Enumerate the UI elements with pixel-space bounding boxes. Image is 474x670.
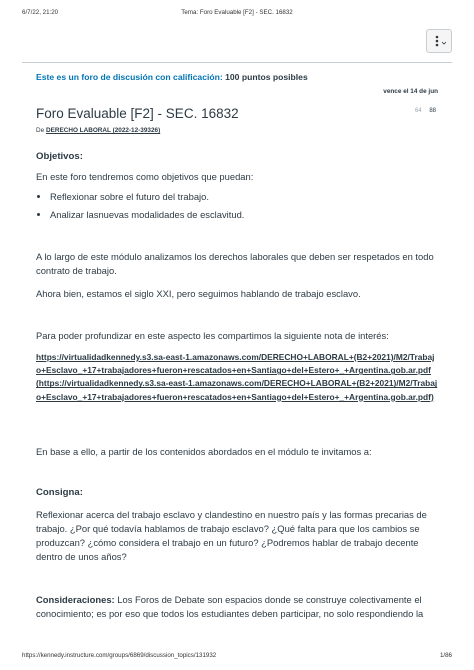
print-header: [22, 9, 452, 19]
objetivos-list: [36, 190, 438, 222]
reply-counts: [415, 108, 436, 114]
consigna-text: Reflexionar acerca del trabajo esclavo y clandestino en nuestro país y las formas precarias de trabajo. ¿Por qué todavía hablamos de trabajo esclavo? ¿Qué falta para que los cambios se produzcan? ¿cómo considera el trabajo en un futuro? ¿Podremos hablar de trabajo decente dentro de unos años?: [36, 509, 427, 562]
header-divider: [22, 62, 452, 63]
print-doc-title: Tema: Foro Evaluable [F2] - SEC. 16832: [181, 9, 293, 16]
print-datetime: 6/7/22, 21:20: [22, 9, 59, 16]
kebab-menu-icon: [431, 34, 447, 48]
author-prefix: De: [36, 127, 45, 134]
consigna-heading: Consigna:: [36, 487, 83, 498]
objetivos-heading: Objetivos:: [36, 151, 83, 162]
graded-discussion-notice: [36, 72, 308, 82]
print-footer: [22, 652, 452, 662]
print-page-number: 1/86: [439, 652, 452, 659]
unread-count: 64: [414, 108, 422, 114]
paragraph-derechos: A lo largo de este módulo analizamos los derechos laborales que deben ser respetados en todo contrato de trabajo.: [36, 251, 434, 276]
total-count: 88: [429, 108, 436, 114]
paragraph-siglo-xxi: Ahora bien, estamos el siglo XXI, pero seguimos hablando de trabajo esclavo.: [36, 288, 361, 299]
list-item: • Reflexionar sobre el futuro del trabajo.: [50, 190, 438, 204]
objetivos-intro: En este foro tendremos como objetivos que puedan:: [36, 171, 254, 182]
consideraciones-paragraph: [36, 593, 438, 621]
points-possible: 100 puntos posibles: [225, 72, 308, 82]
resource-link[interactable]: https://virtualidadkennedy.s3.sa-east-1.amazonaws.com/DERECHO+LABORAL+(B2+2021)/M2/Trabajo+Esclavo_+17+trabajadores+fueron+rescatados+en+Santiago+del+Estero+_+Argentina.gob.ar.pdf: [36, 352, 435, 376]
author-line: [36, 127, 160, 134]
due-date: vence el 14 de jun: [383, 88, 438, 95]
print-url: https://kennedy.instructure.com/groups/6869/discussion_topics/131932: [22, 652, 217, 659]
resource-link-paragraph: [36, 351, 438, 404]
paragraph-nota: Para poder profundizar en este aspecto les compartimos la siguiente nota de interés:: [36, 330, 389, 341]
paragraph-invitacion: En base a ello, a partir de los contenidos abordados en el módulo te invitamos a:: [36, 446, 372, 457]
list-item: • Analizar lasnuevas modalidades de esclavitud.: [50, 208, 438, 222]
consideraciones-text: Los Foros de Debate son espacios donde se construye colectivamente el conocimiento; es por eso que todos los estudiantes deben participar, no solo respondiendo la: [36, 594, 424, 619]
consideraciones-heading: Consideraciones:: [36, 594, 115, 605]
graded-label: Este es un foro de discusión con calificación:: [36, 72, 223, 82]
more-options-button[interactable]: [426, 29, 452, 53]
resource-link-paren[interactable]: (https://virtualidadkennedy.s3.sa-east-1.amazonaws.com/DERECHO+LABORAL+(B2+2021)/M2/Trabajo+Esclavo_+17+trabajadores+fueron+rescatados+en+Santiago+del+Estero+_+Argentina.gob.ar.pdf): [36, 378, 438, 402]
topic-title: Foro Evaluable [F2] - SEC. 16832: [36, 106, 239, 121]
author-link[interactable]: DERECHO LABORAL (2022-12-39326): [45, 127, 161, 134]
